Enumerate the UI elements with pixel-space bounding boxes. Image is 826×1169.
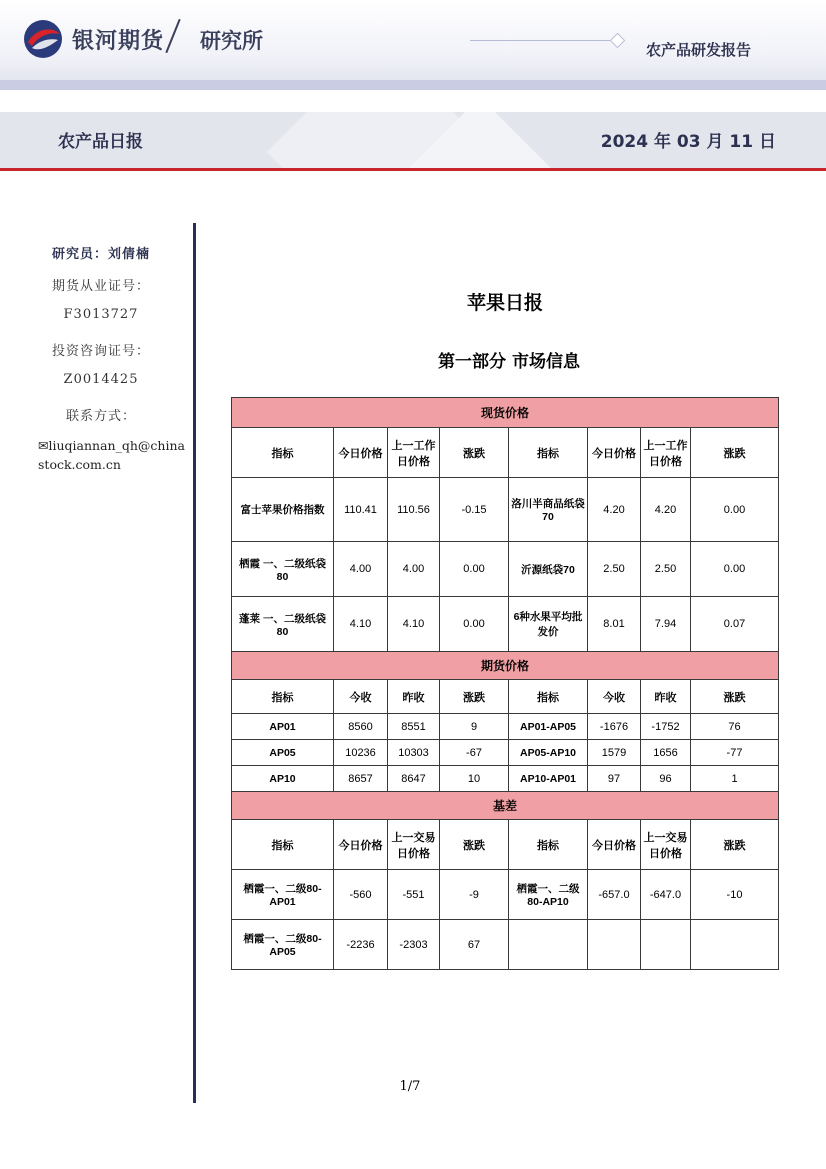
futures-license: F3013727 <box>63 307 139 322</box>
value-cell: 9 <box>440 714 509 740</box>
indicator-cell: 蓬莱 一、二级纸袋 80 <box>232 597 334 652</box>
value-cell: 76 <box>691 714 779 740</box>
indicator-cell: 洛川半商品纸袋70 <box>509 478 588 542</box>
futures-header-cell: 昨收 <box>388 680 440 714</box>
futures-header-row <box>232 680 779 714</box>
value-cell: 10 <box>440 766 509 792</box>
value-cell: 8.01 <box>588 597 641 652</box>
market-info-table <box>231 397 779 970</box>
value-cell: 0.00 <box>440 597 509 652</box>
value-cell: -560 <box>334 870 388 920</box>
indicator-cell: AP05 <box>232 740 334 766</box>
value-cell: -77 <box>691 740 779 766</box>
indicator-cell: AP10-AP01 <box>509 766 588 792</box>
title-band-red-rule <box>0 168 826 171</box>
value-cell <box>588 920 641 970</box>
value-cell: 110.56 <box>388 478 440 542</box>
value-cell <box>691 920 779 970</box>
section-title: 第一部分 市场信息 <box>438 352 580 372</box>
value-cell: 4.10 <box>334 597 388 652</box>
value-cell: 1579 <box>588 740 641 766</box>
spot-header-cell: 指标 <box>232 428 334 478</box>
advisory-license-label: 投资咨询证号： <box>51 344 150 359</box>
basis-header-cell: 涨跌 <box>440 820 509 870</box>
futures-header-cell: 涨跌 <box>691 680 779 714</box>
contact-label: 联系方式： <box>65 409 136 424</box>
indicator-cell: 栖霞一、二级80-AP10 <box>509 870 588 920</box>
decorative-line <box>470 40 618 41</box>
basis-header-cell: 涨跌 <box>691 820 779 870</box>
spot-section-label: 现货价格 <box>232 398 779 428</box>
indicator-cell: 栖霞 一、二级纸袋 80 <box>232 542 334 597</box>
indicator-cell: 栖霞一、二级80-AP05 <box>232 920 334 970</box>
value-cell: -551 <box>388 870 440 920</box>
value-cell: 7.94 <box>641 597 691 652</box>
envelope-icon: ✉ <box>38 438 49 453</box>
value-cell: 10236 <box>334 740 388 766</box>
value-cell: 1656 <box>641 740 691 766</box>
indicator-cell: 沂源纸袋70 <box>509 542 588 597</box>
value-cell: 8560 <box>334 714 388 740</box>
value-cell: 0.00 <box>691 478 779 542</box>
researcher-name: 研究员：刘倩楠 <box>51 247 150 262</box>
value-cell: 4.20 <box>641 478 691 542</box>
indicator-cell: AP01 <box>232 714 334 740</box>
table-row <box>232 740 779 766</box>
indicator-cell: AP10 <box>232 766 334 792</box>
value-cell: 8657 <box>334 766 388 792</box>
value-cell: -647.0 <box>641 870 691 920</box>
value-cell: 0.07 <box>691 597 779 652</box>
futures-header-cell: 昨收 <box>641 680 691 714</box>
value-cell: 97 <box>588 766 641 792</box>
table-row <box>232 766 779 792</box>
table-row <box>232 542 779 597</box>
spot-header-cell: 今日价格 <box>334 428 388 478</box>
spot-header-row <box>232 428 779 478</box>
value-cell: -9 <box>440 870 509 920</box>
futures-section-label: 期货价格 <box>232 652 779 680</box>
basis-header-cell: 今日价格 <box>334 820 388 870</box>
spot-header-cell: 上一工作日价格 <box>388 428 440 478</box>
spot-header-cell: 涨跌 <box>691 428 779 478</box>
value-cell: 110.41 <box>334 478 388 542</box>
value-cell: 4.10 <box>388 597 440 652</box>
value-cell: -0.15 <box>440 478 509 542</box>
value-cell: 4.00 <box>334 542 388 597</box>
table-row <box>232 870 779 920</box>
indicator-cell: AP05-AP10 <box>509 740 588 766</box>
brand-department: 研究所 <box>200 29 263 53</box>
email-address[interactable]: liuqiannan_qh@chinastock.com.cn <box>38 438 185 472</box>
table-row <box>232 714 779 740</box>
value-cell: -1752 <box>641 714 691 740</box>
main-title: 苹果日报 <box>466 292 543 314</box>
advisory-license: Z0014425 <box>63 372 139 387</box>
value-cell: 4.20 <box>588 478 641 542</box>
basis-header-cell: 上一交易日价格 <box>388 820 440 870</box>
value-cell: 67 <box>440 920 509 970</box>
value-cell: 96 <box>641 766 691 792</box>
page-number: 1/7 <box>399 1079 421 1094</box>
basis-section-label: 基差 <box>232 792 779 820</box>
value-cell: 8551 <box>388 714 440 740</box>
sidebar-divider <box>193 223 196 1103</box>
futures-section-row <box>232 652 779 680</box>
value-cell: 1 <box>691 766 779 792</box>
indicator-cell: AP01-AP05 <box>509 714 588 740</box>
spot-header-cell: 今日价格 <box>588 428 641 478</box>
header-stripe <box>0 80 826 90</box>
basis-header-cell: 今日价格 <box>588 820 641 870</box>
value-cell: 2.50 <box>588 542 641 597</box>
spot-section-row <box>232 398 779 428</box>
value-cell: -10 <box>691 870 779 920</box>
table-row <box>232 597 779 652</box>
table-row <box>232 920 779 970</box>
value-cell: 10303 <box>388 740 440 766</box>
value-cell: -657.0 <box>588 870 641 920</box>
basis-section-row <box>232 792 779 820</box>
report-date: 2024 年 03 月 11 日 <box>600 132 776 152</box>
indicator-cell <box>509 920 588 970</box>
spot-header-cell: 涨跌 <box>440 428 509 478</box>
brand-name: 银河期货 <box>72 29 165 54</box>
value-cell: 0.00 <box>440 542 509 597</box>
value-cell <box>641 920 691 970</box>
contact-email[interactable] <box>38 436 188 474</box>
futures-header-cell: 涨跌 <box>440 680 509 714</box>
futures-header-cell: 指标 <box>232 680 334 714</box>
basis-header-cell: 指标 <box>232 820 334 870</box>
report-type: 农产品研发报告 <box>646 41 752 59</box>
indicator-cell: 6种水果平均批发价 <box>509 597 588 652</box>
indicator-cell: 栖霞一、二级80-AP01 <box>232 870 334 920</box>
report-title: 农产品日报 <box>58 132 143 152</box>
value-cell: 8647 <box>388 766 440 792</box>
value-cell: -2236 <box>334 920 388 970</box>
futures-header-cell: 今收 <box>334 680 388 714</box>
value-cell: 2.50 <box>641 542 691 597</box>
value-cell: 0.00 <box>691 542 779 597</box>
value-cell: 4.00 <box>388 542 440 597</box>
indicator-cell: 富士苹果价格指数 <box>232 478 334 542</box>
futures-license-label: 期货从业证号： <box>51 279 150 294</box>
table-row <box>232 478 779 542</box>
value-cell: -2303 <box>388 920 440 970</box>
basis-header-cell: 指标 <box>509 820 588 870</box>
value-cell: -1676 <box>588 714 641 740</box>
galaxy-logo-icon <box>22 18 64 60</box>
basis-header-row <box>232 820 779 870</box>
futures-header-cell: 今收 <box>588 680 641 714</box>
futures-header-cell: 指标 <box>509 680 588 714</box>
spot-header-cell: 上一工作日价格 <box>641 428 691 478</box>
value-cell: -67 <box>440 740 509 766</box>
basis-header-cell: 上一交易日价格 <box>641 820 691 870</box>
spot-header-cell: 指标 <box>509 428 588 478</box>
